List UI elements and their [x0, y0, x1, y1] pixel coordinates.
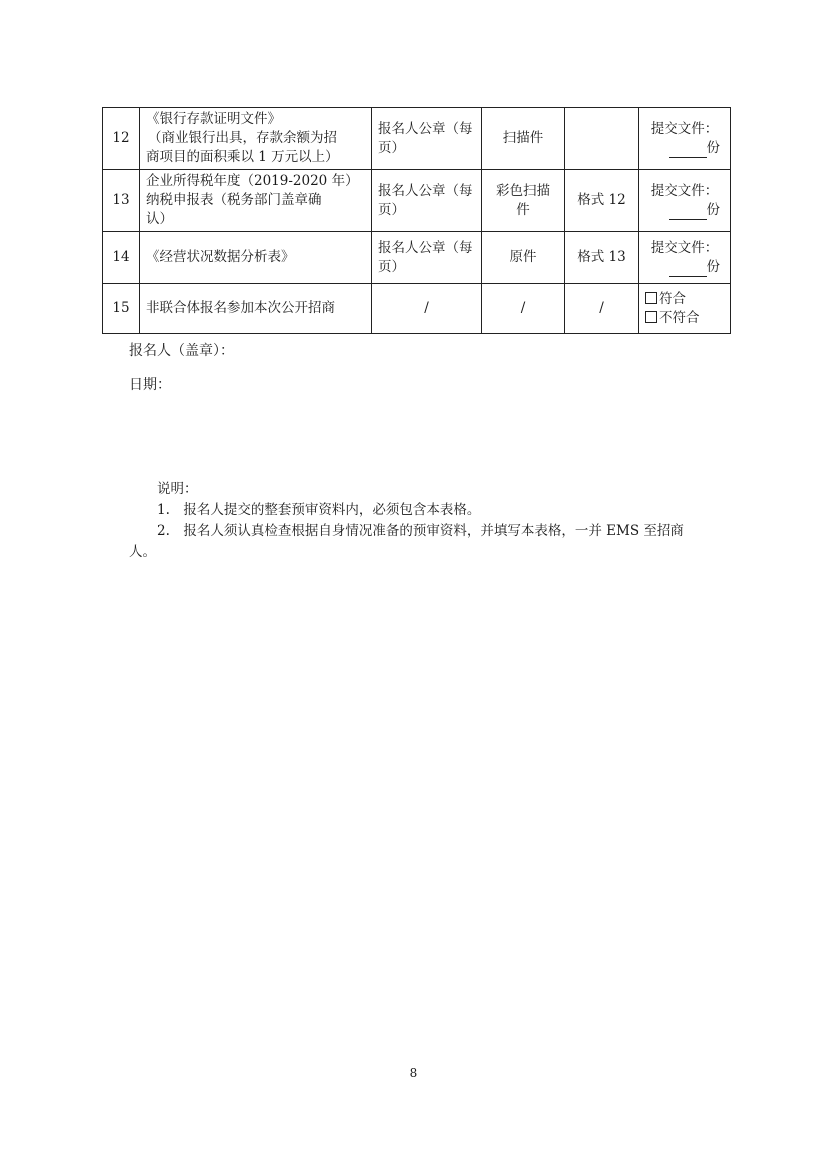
seal-requirement-cell	[372, 170, 482, 232]
document-type-line: 彩色扫描	[496, 182, 550, 199]
table-row	[103, 108, 731, 170]
copies-unit: 份	[706, 139, 720, 156]
document-item-line: 商项目的面积乘以 1 万元以上）	[146, 149, 339, 165]
format-cell: 格式 12	[565, 170, 639, 232]
checkbox-icon[interactable]	[645, 311, 657, 323]
copies-unit: 份	[706, 201, 720, 218]
option-noncompliant-label: 不符合	[659, 309, 700, 326]
document-item-line: （商业银行出具，存款余额为招	[148, 130, 337, 146]
compliance-options-cell	[639, 284, 731, 334]
document-type-line: 扫描件	[502, 130, 544, 146]
seal-requirement-line: 页）	[378, 201, 405, 218]
document-item-line: 企业所得税年度（2019-2020 年）	[146, 173, 359, 189]
copies-blank-field[interactable]	[669, 205, 707, 220]
document-item-cell	[140, 232, 372, 284]
submission-label: 提交文件：	[650, 182, 719, 199]
checkbox-icon[interactable]	[645, 292, 657, 304]
table-row	[103, 284, 731, 334]
submission-label: 提交文件：	[650, 239, 719, 256]
format-cell: /	[565, 284, 639, 334]
format-cell: 格式 13	[565, 232, 639, 284]
submission-checklist-table	[102, 107, 731, 334]
seal-requirement-line: 页）	[378, 258, 405, 275]
page-number: 8	[409, 1066, 418, 1080]
option-compliant-label: 符合	[659, 290, 686, 307]
note-item: 2. 报名人须认真检查根据自身情况准备的预审资料，并填写本表格，一并 EMS 至招商人。	[129, 523, 684, 560]
notes-section	[129, 479, 709, 563]
table-row	[103, 232, 731, 284]
seal-requirement-cell	[372, 108, 482, 170]
copies-blank-field[interactable]	[669, 262, 707, 277]
submission-label: 提交文件：	[650, 120, 719, 137]
submission-count-cell	[639, 170, 731, 232]
document-type-cell	[482, 108, 565, 170]
seal-requirement-cell	[372, 232, 482, 284]
document-item-line: 纳税申报表（税务部门盖章确	[146, 192, 322, 208]
document-item-cell	[140, 170, 372, 232]
option-noncompliant[interactable]	[645, 309, 724, 328]
seal-requirement-line: 页）	[378, 139, 405, 156]
seal-requirement-line: 报名人公章（每	[378, 120, 473, 137]
document-item-line: 《经营状况数据分析表》	[146, 249, 295, 265]
document-type-cell: /	[482, 284, 565, 334]
document-type-cell	[482, 232, 565, 284]
notes-title: 说明：	[157, 481, 198, 497]
row-number: 15	[103, 284, 140, 334]
seal-requirement-cell: /	[372, 284, 482, 334]
note-item: 1. 报名人提交的整套预审资料内，必须包含本表格。	[157, 502, 481, 518]
option-compliant[interactable]	[645, 290, 724, 309]
document-type-line: 件	[516, 201, 530, 218]
document-item-line: 《银行存款证明文件》	[146, 111, 281, 127]
document-item-cell: 非联合体报名参加本次公开招商	[140, 284, 372, 334]
document-item-line: 认）	[146, 211, 173, 227]
applicant-seal-label: 报名人（盖章）：	[129, 343, 234, 359]
document-type-cell	[482, 170, 565, 232]
seal-requirement-line: 报名人公章（每	[378, 182, 473, 199]
format-cell	[565, 108, 639, 170]
document-item-cell	[140, 108, 372, 170]
submission-count-cell	[639, 232, 731, 284]
date-label: 日期：	[129, 377, 171, 393]
seal-requirement-line: 报名人公章（每	[378, 239, 473, 256]
row-number: 12	[103, 108, 140, 170]
row-number: 14	[103, 232, 140, 284]
row-number: 13	[103, 170, 140, 232]
copies-blank-field[interactable]	[669, 143, 707, 158]
submission-count-cell	[639, 108, 731, 170]
table-row	[103, 170, 731, 232]
document-type-line: 原件	[509, 249, 537, 265]
copies-unit: 份	[706, 258, 720, 275]
